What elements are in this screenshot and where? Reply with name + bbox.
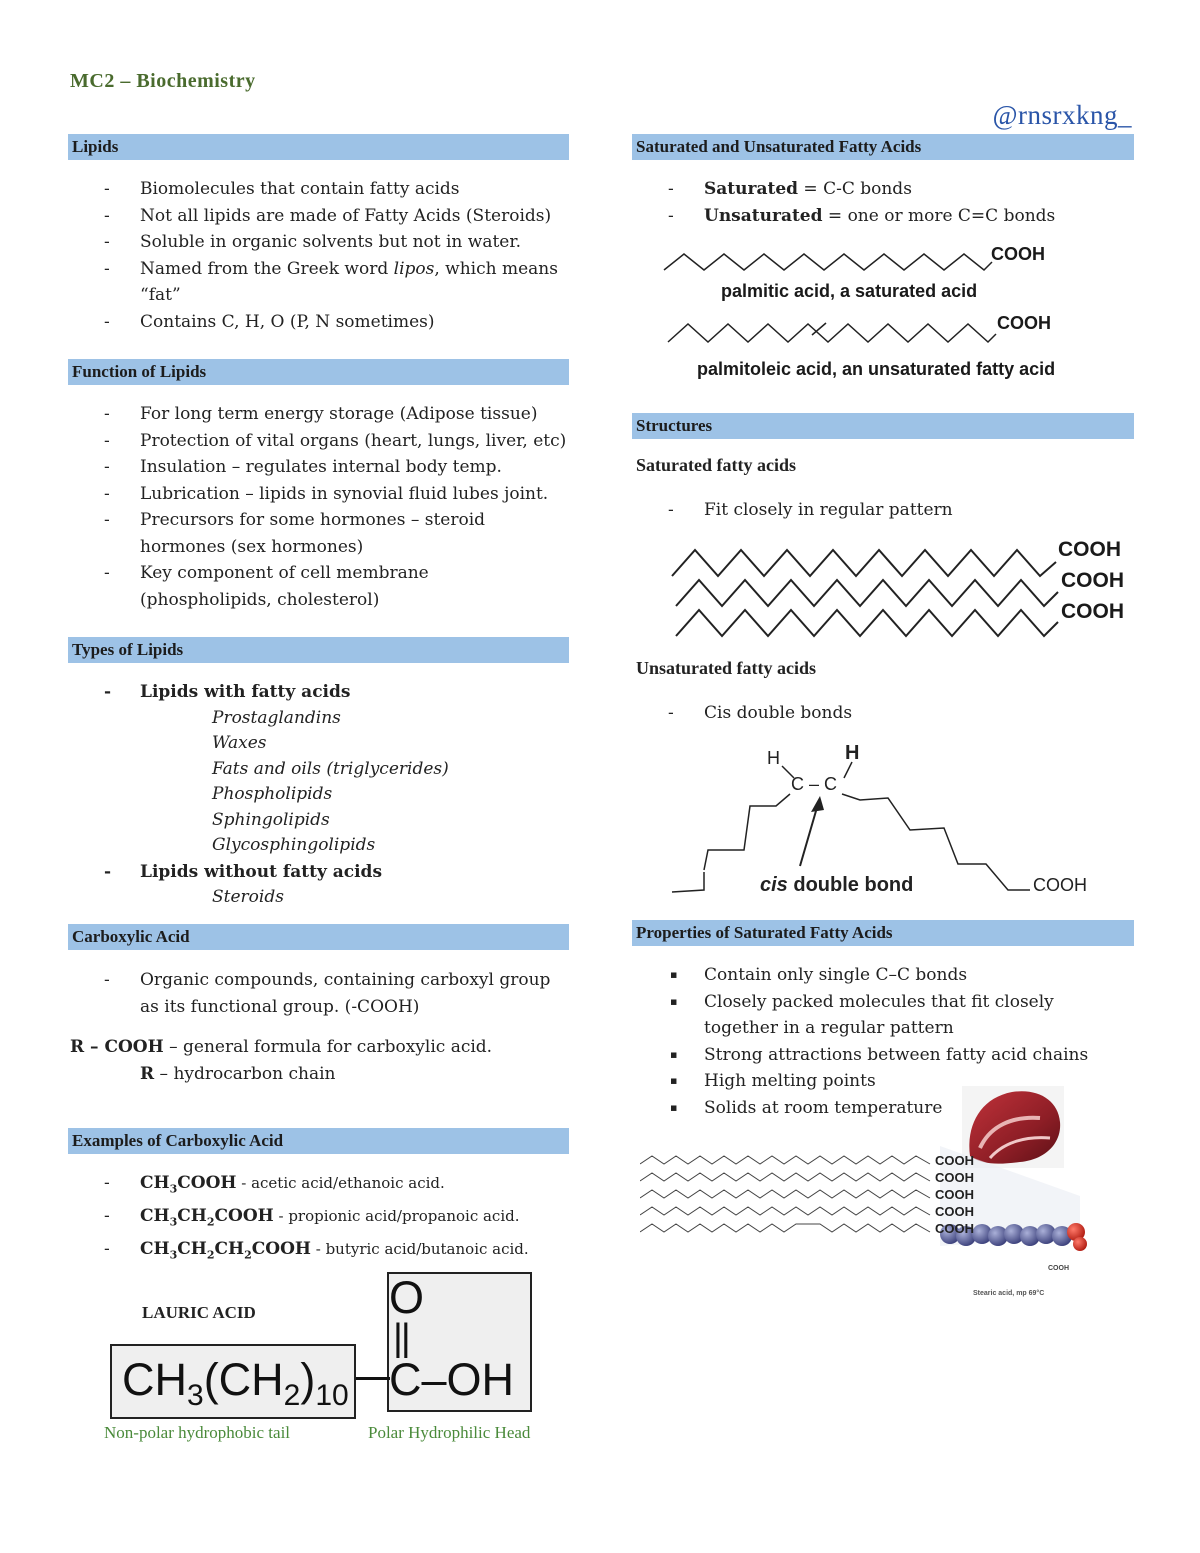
hydrogen-label: H [767,748,780,768]
cis-double-bond-label [760,874,913,897]
cooh-label: COOH [935,1221,974,1236]
lipids-list [68,176,569,335]
chain [676,610,1058,636]
list-item-without-fatty-acids: - Lipids without fatty acids [68,859,569,886]
list-item: - Key component of cell membrane (phospholipids, cholesterol) [68,560,569,613]
formula-part: CH [140,1205,170,1226]
list-item: Glycosphingolipids [212,835,376,855]
saturated-packed-chains [668,540,1060,644]
function-list [68,401,569,613]
example-desc: - butyric acid/butanoic acid. [310,1239,529,1258]
sat-unsat-list [632,176,1134,229]
list-item [68,1236,569,1269]
formula-part: COOH [214,1205,274,1226]
formula-sub: 2 [283,1379,301,1412]
left-chain [704,794,790,870]
definition: = one or more C=C bonds [822,205,1056,226]
greek-word: lipos [393,258,435,279]
list-item: ▪ Solids at room temperature [632,1095,1134,1122]
palmitic-label: palmitic acid, a saturated acid [721,281,978,301]
cooh-stack [935,1152,974,1237]
head-caption: Polar Hydrophilic Head [368,1423,531,1442]
arrow-head [811,796,824,812]
stearic-caption: Stearic acid, mp 69°C [973,1290,1045,1297]
list-item [632,203,1134,230]
palmitoleic-label: palmitoleic acid, an unsaturated fatty acid [697,359,1056,379]
tail-caption: Non-polar hydrophobic tail [104,1423,291,1442]
formula-part: CH [177,1205,207,1226]
chain [640,1173,930,1181]
formula-part: CH [140,1238,170,1259]
cooh-label: COOH [935,1170,974,1185]
examples-list [68,1170,569,1269]
cis-cooh-label: COOH [1033,875,1087,895]
lauric-acid-label: LAURIC ACID [142,1303,256,1322]
formula-sub: 3 [169,1215,178,1229]
term: Saturated [704,179,799,199]
list-item: - Insulation – regulates internal body temp. [68,454,569,481]
list-item-text: , which means “fat” [140,258,558,305]
types-content [68,679,569,911]
list-item: - For long term energy storage (Adipose tissue) [68,401,569,428]
r-text: – hydrocarbon chain [154,1064,336,1084]
stearic-cooh: COOH [1048,1265,1069,1272]
formula-sub: 2 [244,1248,252,1262]
example-desc: - acetic acid/ethanoic acid. [236,1174,445,1192]
cis-word: cis [760,874,788,896]
general-formula [70,1034,492,1061]
formula-part: CH [214,1238,245,1259]
definition: = C-C bonds [798,179,912,199]
section-header-lipids: Lipids [68,134,569,160]
hydrogen-label: H [845,742,860,764]
formula-part: OH [446,1354,515,1405]
formula-part: ) [300,1354,316,1405]
list-item [632,176,1134,203]
chain [640,1190,930,1198]
palmitoleic-chain [668,324,996,342]
list-item [68,1170,569,1203]
list-item: Waxes [212,733,267,753]
chain [640,1224,930,1232]
unsaturated-structure-list [632,700,1134,727]
list-item: - Biomolecules that contain fatty acids [68,176,569,203]
list-item: Sphingolipids [212,809,330,830]
list-item: - Protection of vital organs (heart, lungs, liver, etc) [68,428,569,455]
author-handle: @rnsrxkng_ [992,100,1132,130]
palmitoleic-cooh: COOH [997,313,1051,333]
cooh-label: COOH [935,1153,974,1168]
formula-part: CH [122,1354,187,1405]
formula-part: COOH [251,1238,311,1259]
list-item: Fats and oils (triglycerides) [212,758,449,779]
formula-sub: 3 [169,1248,178,1262]
list-item: ▪ Closely packed molecules that fit closely together in a regular pattern [632,989,1134,1042]
formula-text: – general formula for carboxylic acid. [163,1037,493,1057]
cooh-label: COOH [935,1204,974,1219]
chain [640,1156,930,1164]
left-chain-tail [672,872,704,892]
list-item: - Not all lipids are made of Fatty Acids (Steroids) [68,203,569,230]
section-header-structures: Structures [632,413,1134,439]
list-item-with-fatty-acids: - Lipids with fatty acids [68,679,569,706]
r-bold: R [140,1064,155,1084]
carbonyl-oxygen: O [389,1272,425,1323]
bond-line [356,1377,390,1380]
saturated-subtitle: Saturated fatty acids [636,455,796,475]
label-text: double bond [787,874,914,896]
section-header-sat-unsat: Saturated and Unsaturated Fatty Acids [632,134,1134,160]
cooh-label: COOH [935,1187,974,1202]
list-item: ▪ Strong attractions between fatty acid chains [632,1042,1134,1069]
list-item: Phospholipids [212,784,333,804]
formula-sub: 2 [206,1215,215,1229]
cc-bond-label: C – C [791,774,838,794]
formula-sub: 3 [169,1182,178,1196]
formula-sub: 3 [187,1379,204,1412]
list-item: Prostaglandins [212,707,341,728]
section-header-carboxylic: Carboxylic Acid [68,924,569,950]
formula-sub: 10 [315,1379,349,1412]
cooh-label: COOH [1061,569,1124,592]
stearic-acid-illustration [640,1086,1090,1258]
section-header-examples: Examples of Carboxylic Acid [68,1128,569,1154]
chain [676,580,1058,606]
section-header-types: Types of Lipids [68,637,569,663]
double-bond: || [393,1317,409,1359]
chain [672,550,1056,576]
formula-bold: R – COOH [70,1037,164,1057]
palmitic-chain [664,254,992,270]
list-item [68,1203,569,1236]
example-desc: - propionic acid/propanoic acid. [273,1206,520,1225]
list-item: - Cis double bonds [632,700,1134,727]
list-item: ▪ High melting points [632,1068,1134,1095]
saturated-structure-list [632,497,1134,524]
cooh-label: COOH [1058,538,1121,561]
carboxyl-group [389,1352,514,1408]
document-title: MC2 – Biochemistry [70,70,256,92]
term: Unsaturated [704,205,823,226]
formula-part: – [421,1354,447,1405]
arrow-shaft [800,804,818,866]
palmitic-cooh: COOH [991,244,1045,264]
list-item [68,256,569,309]
formula-part: (CH [203,1354,284,1405]
list-item: - Precursors for some hormones – steroid hormones (sex hormones) [68,507,569,560]
list-item-text: Named from the Greek word [140,258,389,279]
r-definition [140,1061,336,1088]
carboxylic-list [68,967,569,1020]
list-item: - Lubrication – lipids in synovial fluid lubes joint. [68,481,569,508]
formula-sub: 2 [206,1248,215,1262]
formula-part: CH [177,1238,207,1259]
list-item: - Organic compounds, containing carboxyl group as its functional group. (-COOH) [68,967,569,1020]
section-header-function: Function of Lipids [68,359,569,385]
list-item: ▪ Contain only single C–C bonds [632,962,1134,989]
list-item: - Fit closely in regular pattern [632,497,1134,524]
cooh-label: COOH [1061,600,1124,623]
formula-part: COOH [177,1173,237,1193]
list-item: - Contains C, H, O (P, N sometimes) [68,309,569,336]
unsaturated-subtitle: Unsaturated fatty acids [636,658,816,678]
formula-part: CH [140,1173,170,1193]
section-header-properties: Properties of Saturated Fatty Acids [632,920,1134,946]
list-item: - Soluble in organic solvents but not in water. [68,229,569,256]
lauric-tail-formula [122,1352,349,1424]
list-item: Steroids [212,887,284,907]
formula-part: C [389,1354,422,1405]
chain [640,1207,930,1215]
